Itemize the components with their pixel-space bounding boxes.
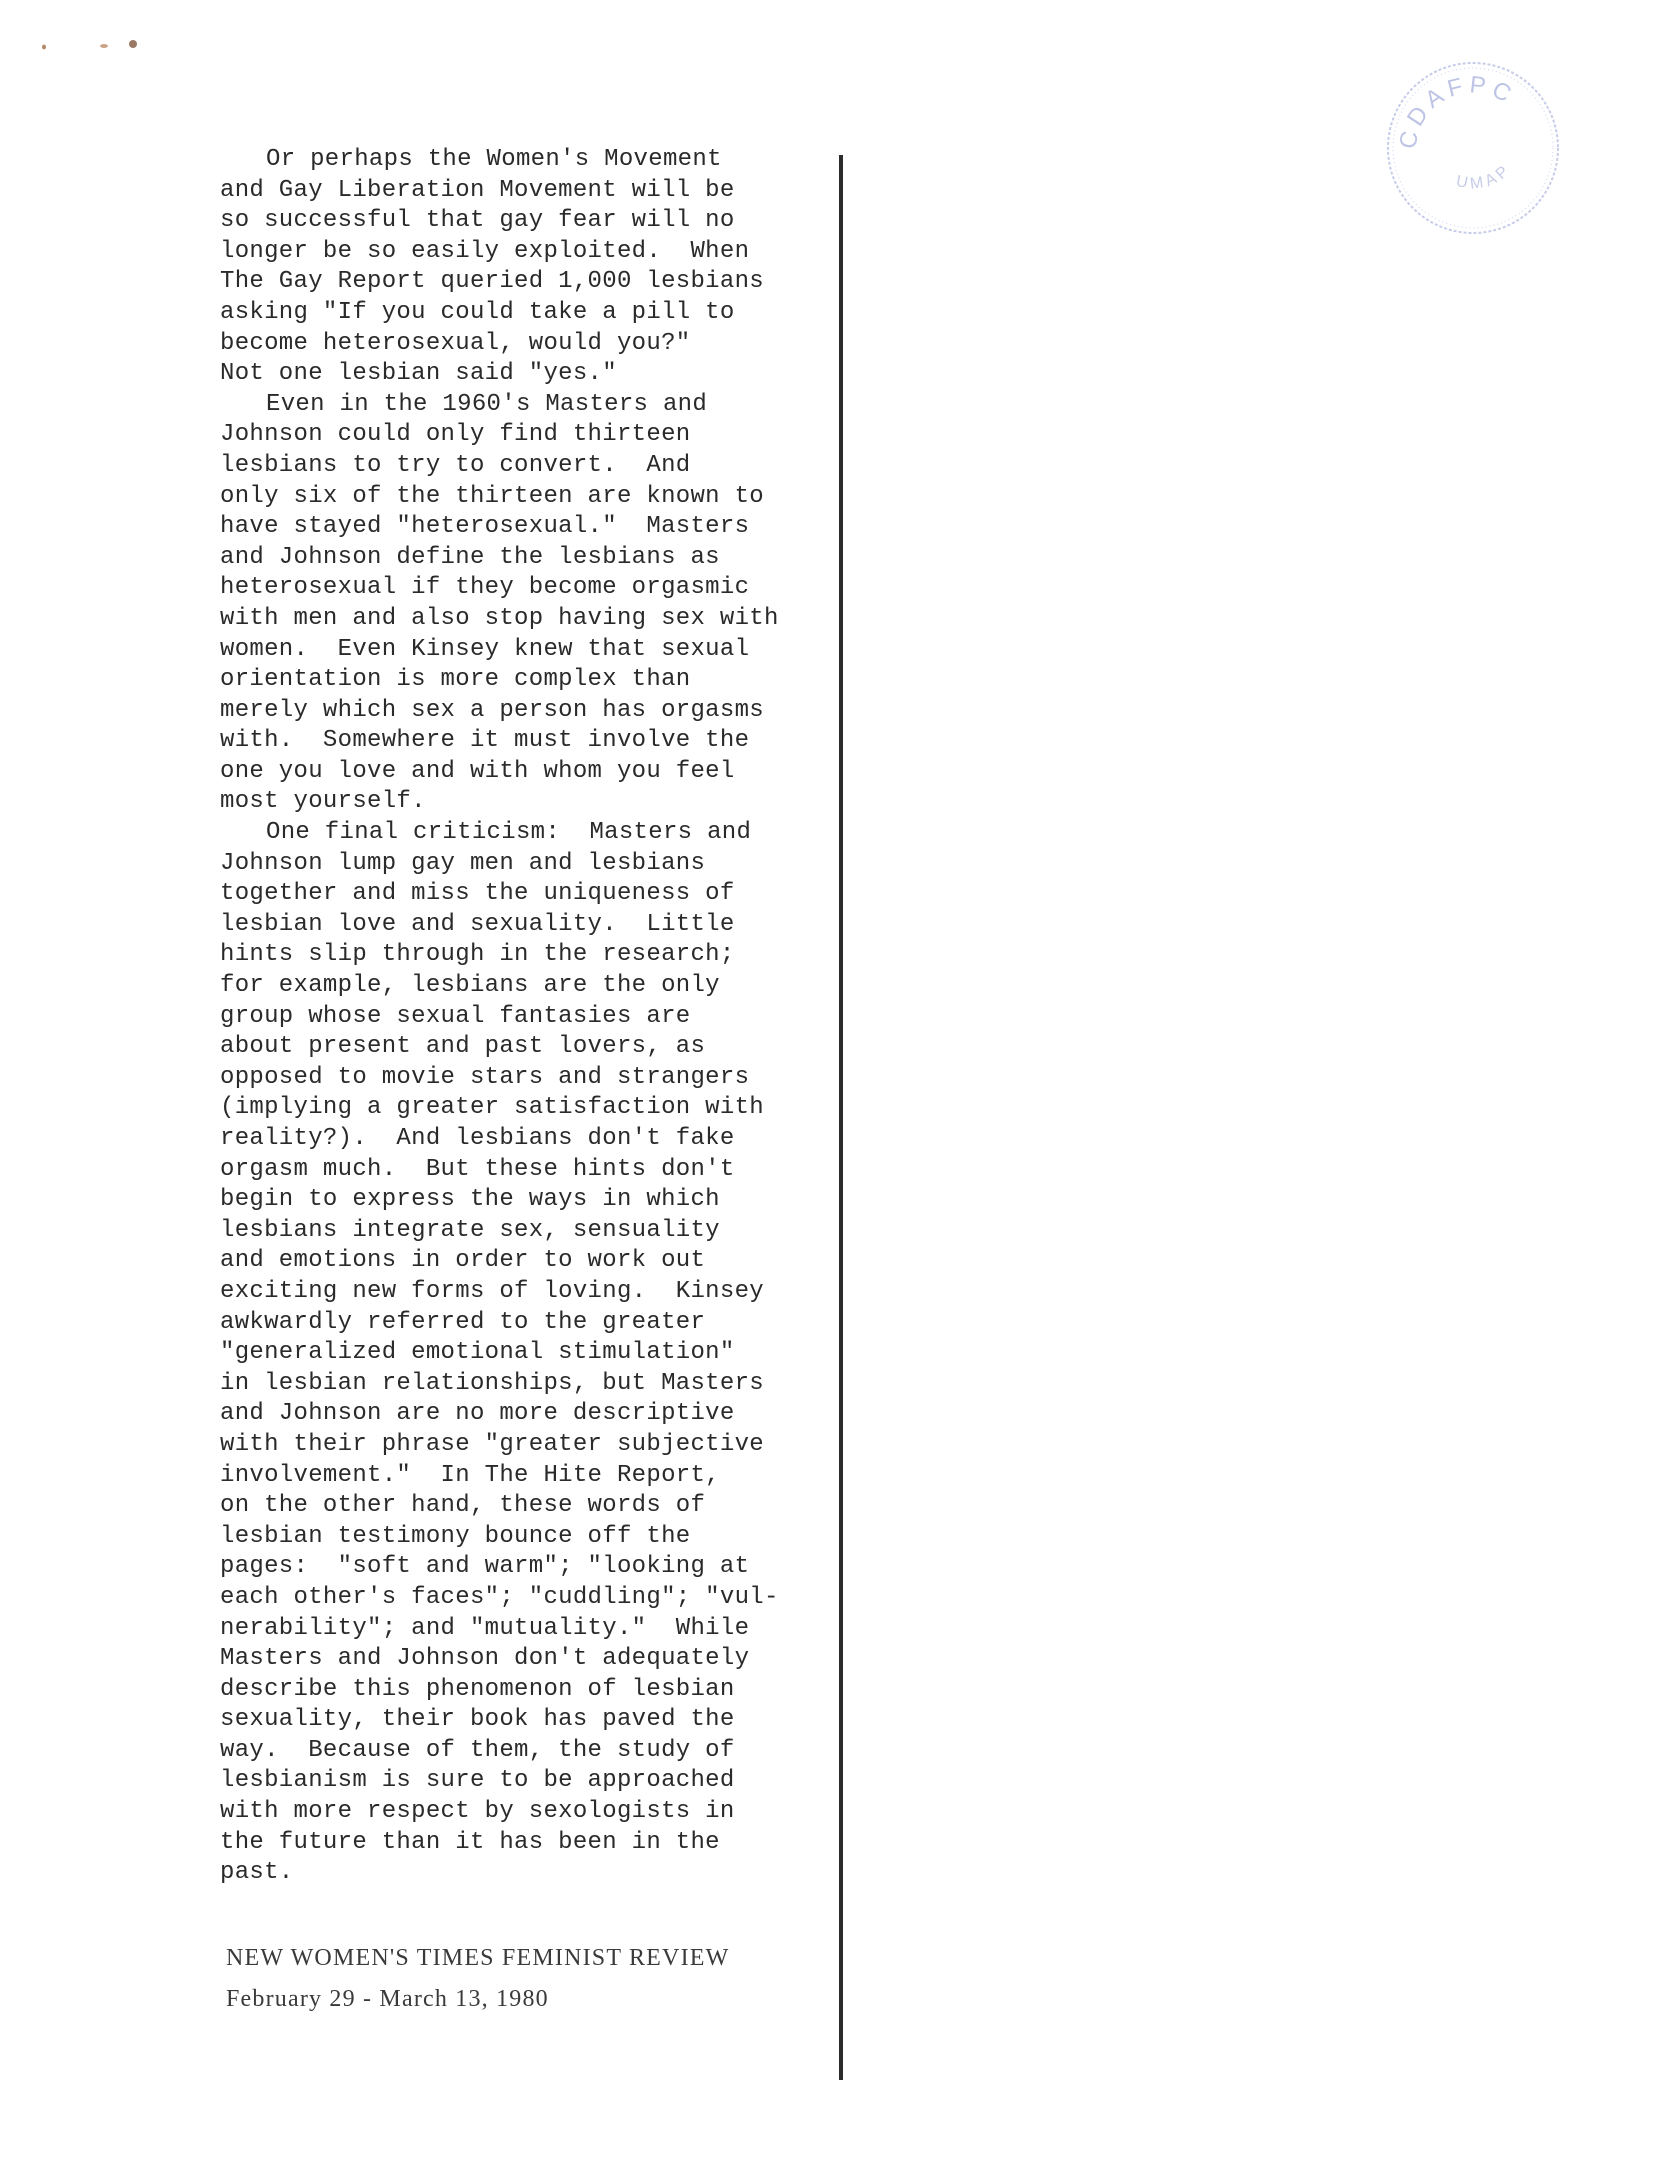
- publication-footer: [226, 1938, 729, 2020]
- text-line: involvement." In The Hite Report,: [220, 1461, 720, 1489]
- text-line: longer be so easily exploited. When: [220, 237, 750, 265]
- text-line: with men and also stop having sex with: [220, 604, 779, 632]
- paragraph: [220, 145, 820, 390]
- text-line: reality?). And lesbians don't fake: [220, 1125, 735, 1152]
- text-line: lesbianism is sure to be approached: [220, 1767, 735, 1795]
- text-line: each other's faces"; "cuddling"; "vul-: [220, 1583, 779, 1611]
- text-line: have stayed "heterosexual." Masters: [220, 513, 750, 541]
- text-line: orgasm much. But these hints don't: [220, 1155, 735, 1183]
- text-line: hints slip through in the research;: [220, 941, 735, 969]
- text-line: only six of the thirteen are known to: [220, 482, 764, 510]
- text-line: lesbians integrate sex, sensuality: [220, 1216, 720, 1244]
- text-line: Even in the 1960's Masters and: [266, 390, 708, 418]
- text-line: "generalized emotional stimulation": [220, 1339, 735, 1367]
- paragraph: [220, 390, 820, 818]
- text-line: the future than it has been in the: [220, 1828, 720, 1856]
- text-line: pages: "soft and warm"; "looking at: [220, 1553, 750, 1581]
- text-line: nerability"; and "mutuality." While: [220, 1614, 750, 1642]
- text-line: with more respect by sexologists in: [220, 1798, 735, 1826]
- text-line: and Johnson define the lesbians as: [220, 543, 720, 571]
- text-line: and Johnson are no more descriptive: [220, 1400, 735, 1428]
- text-line: most yourself.: [220, 788, 426, 816]
- text-line: with. Somewhere it must involve the: [220, 727, 750, 755]
- text-line: orientation is more complex than: [220, 666, 691, 694]
- text-line: The Gay Report queried 1,000 lesbians: [220, 268, 764, 296]
- text-line: Johnson could only find thirteen: [220, 421, 691, 449]
- text-line: and emotions in order to work out: [220, 1247, 706, 1275]
- text-line: women. Even Kinsey knew that sexual: [220, 635, 750, 663]
- paper-specks: [38, 38, 148, 54]
- text-line: so successful that gay fear will no: [220, 207, 735, 235]
- text-line: one you love and with whom you feel: [220, 757, 735, 785]
- svg-text:UMAP: UMAP: [1454, 160, 1515, 193]
- article-column: [220, 145, 820, 1889]
- text-line: begin to express the ways in which: [220, 1186, 720, 1214]
- text-line: past.: [220, 1859, 294, 1887]
- text-line: Johnson lump gay men and lesbians: [220, 849, 706, 877]
- text-line: Not one lesbian said "yes.": [220, 360, 617, 388]
- text-line: asking "If you could take a pill to: [220, 298, 735, 326]
- text-line: lesbian love and sexuality. Little: [220, 910, 735, 938]
- svg-text:CDAFPC: CDAFPC: [1394, 71, 1520, 152]
- text-line: merely which sex a person has orgasms: [220, 696, 764, 724]
- text-line: on the other hand, these words of: [220, 1492, 706, 1520]
- text-line: opposed to movie stars and strangers: [220, 1063, 750, 1091]
- text-line: One final criticism: Masters and: [266, 819, 752, 847]
- text-line: Or perhaps the Women's Movement: [266, 146, 722, 173]
- text-line: exciting new forms of loving. Kinsey: [220, 1277, 764, 1305]
- text-line: group whose sexual fantasies are: [220, 1002, 691, 1030]
- text-line: about present and past lovers, as: [220, 1033, 706, 1061]
- text-line: in lesbian relationships, but Masters: [220, 1369, 764, 1397]
- publication-date: February 29 - March 13, 1980: [226, 1986, 549, 2012]
- text-line: together and miss the uniqueness of: [220, 880, 735, 908]
- text-line: lesbian testimony bounce off the: [220, 1522, 691, 1550]
- text-line: and Gay Liberation Movement will be: [220, 176, 735, 204]
- text-line: Masters and Johnson don't adequately: [220, 1645, 750, 1673]
- text-line: become heterosexual, would you?": [220, 329, 691, 357]
- publication-name: NEW WOMEN'S TIMES FEMINIST REVIEW: [226, 1945, 730, 1971]
- archive-stamp: [1378, 50, 1568, 240]
- column-divider: [839, 155, 843, 2080]
- text-line: describe this phenomenon of lesbian: [220, 1675, 735, 1703]
- text-line: lesbians to try to convert. And: [220, 451, 691, 479]
- text-line: heterosexual if they become orgasmic: [220, 574, 750, 602]
- text-line: (implying a greater satisfaction with: [220, 1094, 764, 1122]
- text-line: with their phrase "greater subjective: [220, 1430, 764, 1458]
- text-line: for example, lesbians are the only: [220, 972, 720, 1000]
- text-line: awkwardly referred to the greater: [220, 1308, 706, 1336]
- text-line: sexuality, their book has paved the: [220, 1706, 735, 1734]
- paragraph: [220, 818, 820, 1889]
- text-line: way. Because of them, the study of: [220, 1736, 735, 1764]
